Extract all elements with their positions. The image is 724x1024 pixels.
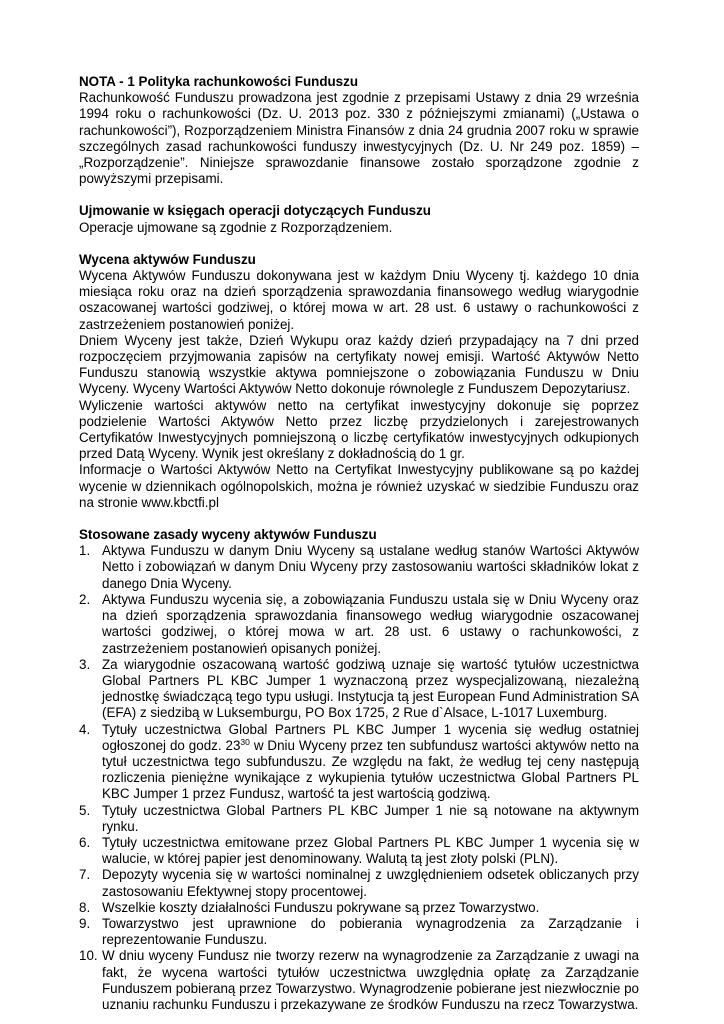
wycena-heading: Wycena aktywów Funduszu: [79, 251, 256, 267]
valuation-rules-list: [79, 543, 639, 1013]
list-item-text: Depozyty wycenia się w wartości nominalnej z uwzględnieniem odsetek obliczanych przy zastosowaniu Efektywnej stopy procentowej.: [102, 867, 639, 899]
list-number: 6.: [79, 834, 91, 850]
list-item-text: Wszelkie koszty działalności Funduszu pokrywane są przez Towarzystwo.: [102, 899, 540, 915]
list-item: [79, 916, 639, 948]
section-gap: [79, 511, 639, 527]
ujmowanie-paragraph: Operacje ujmowane są zgodnie z Rozporządzeniem.: [79, 219, 393, 235]
nota-heading: NOTA - 1 Polityka rachunkowości Funduszu: [79, 74, 359, 89]
list-item: [79, 657, 639, 722]
list-item: [79, 835, 639, 867]
list-item: [79, 803, 639, 835]
list-number: 8.: [79, 899, 91, 915]
list-item: [79, 948, 639, 1013]
time-superscript: 30: [240, 736, 250, 747]
list-item-text: Tytuły uczestnictwa emitowane przez Global Partners PL KBC Jumper 1 wycenia się w walucie, w której papier jest denominowany. Walutą tą jest złoty polski (PLN).: [102, 834, 639, 867]
list-number: 9.: [79, 915, 91, 931]
list-number: 2.: [79, 591, 91, 607]
wycena-paragraph-2: Dniem Wyceny jest także, Dzień Wykupu oraz każdy dzień przypadający na 7 dni przed rozpoczęciem przyjmowania zapisów na certyfikaty nowej emisji. Wartość Aktywów Netto Funduszu stanowią wszystkie aktywa pomniejszone o zobowiązania Funduszu w Dniu Wyceny. Wyceny Wartości Aktywów Netto dokonuje równolegle z Funduszem Depozytariusz.: [79, 332, 639, 397]
wycena-paragraph-4: Informacje o Wartości Aktywów Netto na Certyfikat Inwestycyjny publikowane są po każdej wycenie w dziennikach ogólnopolskich, można je również uzyskać w siedzibie Funduszu oraz na stronie www.kbctfi.pl: [79, 462, 639, 510]
list-number: 5.: [79, 802, 91, 818]
list-item-text-after: w Dniu Wyceny przez ten subfundusz wartości aktywów netto na tytuł uczestnictwa tego subfunduszu. Ze względu na fakt, że według tej ceny następują rozliczenia pieniężne wynikające z wykupienia tytułów uczestnictwa Global Partners PL KBC Jumper 1 przez Fundusz, wartość ta jest wartością godziwą.: [102, 737, 639, 802]
list-item-text: Za wiarygodnie oszacowaną wartość godziwą uznaje się wartość tytułów uczestnictwa Global Partners PL KBC Jumper 1 wyznaczoną przez wyspecjalizowaną, niezależną jednostkę świadczącą tego typu usługi. Instytucja tą jest European Fund Administration SA (EFA) z siedzibą w Luksemburgu, PO Box 1725, 2 Rue d`Alsace, L-1017 Luxemburg.: [102, 656, 639, 721]
list-item-text: Towarzystwo jest uprawnione do pobierania wynagrodzenia za Zarządzanie i reprezentowanie Funduszu.: [102, 915, 639, 948]
section-gap: [79, 236, 639, 252]
list-item: [79, 543, 639, 592]
section-gap: [79, 187, 639, 203]
list-number: 4.: [79, 721, 91, 737]
list-item: [79, 592, 639, 657]
nota-paragraph: Rachunkowość Funduszu prowadzona jest zgodnie z przepisami Ustawy z dnia 29 września 1994 roku o rachunkowości (Dz. U. 2013 poz. 330 z późniejszymi zmianami) („Ustawa o rachunkowości”), Rozporządzeniem Ministra Finansów z dnia 24 grudnia 2007 roku w sprawie szczególnych zasad rachunkowości funduszy inwestycyjnych (Dz. U. Nr 249 poz. 1859) – „Rozporządzenie”. Niniejsze sprawozdanie finansowe zostało sporządzone zgodnie z powyższymi przepisami.: [79, 90, 639, 187]
list-number: 10.: [79, 948, 98, 964]
wycena-paragraph-3: Wyliczenie wartości aktywów netto na certyfikat inwestycyjny dokonuje się poprzez podzielenie Wartości Aktywów Netto przez liczbę przydzielonych i zarejestrowanych Certyfikatów Inwestycyjnych pomniejszoną o liczbę certyfikatów inwestycyjnych odkupionych przed Datą Wyceny. Wynik jest określany z dokładnością do 1 gr.: [79, 397, 639, 462]
list-item-text: Aktywa Funduszu wycenia się, a zobowiązania Funduszu ustala się w Dniu Wyceny oraz na dzień sporządzenia sprawozdania finansowego według wiarygodnie oszacowanej wartości godziwej, o której mowa w art. 28 ust. 6 ustawy o rachunkowości, z zastrzeżeniem postanowień opisanych poniżej.: [102, 591, 639, 656]
list-item: [79, 722, 639, 803]
list-number: 1.: [79, 543, 91, 559]
list-item: [79, 867, 639, 899]
list-item-text: W dniu wyceny Fundusz nie tworzy rezerw na wynagrodzenie za Zarządzanie z uwagi na fakt, że wycena wartości tytułów uczestnictwa uwzględnia opłatę za Zarządzanie Funduszem pobieraną przez Towarzystwo. Wynagrodzenie pobierane jest niezwłocznie po uznaniu rachunku Funduszu i przekazywane ze środków Funduszu na rzecz Towarzystwa.: [102, 948, 639, 1012]
wycena-paragraph-1: Wycena Aktywów Funduszu dokonywana jest w każdym Dniu Wyceny tj. każdego 10 dnia miesiąca roku oraz na dzień sporządzenia sprawozdania finansowego według wiarygodnie oszacowanej wartości godziwej, o której mowa w art. 28 ust. 6 ustawy o rachunkowości z zastrzeżeniem postanowień poniżej.: [79, 268, 639, 332]
document-content: [79, 74, 639, 1013]
zasady-heading: Stosowane zasady wyceny aktywów Funduszu: [79, 527, 377, 543]
list-item: [79, 900, 639, 916]
list-number: 7.: [79, 867, 91, 883]
list-item-text: Tytuły uczestnictwa Global Partners PL KBC Jumper 1 nie są notowane na aktywnym rynku.: [102, 802, 639, 834]
ujmowanie-heading: Ujmowanie w księgach operacji dotyczących Funduszu: [79, 203, 431, 219]
list-item-text-before: Tytuły uczestnictwa Global Partners PL KBC Jumper 1 wycenia się według ostatniej ogłoszonej do godz. 23: [102, 721, 639, 753]
list-item-text: Aktywa Funduszu w danym Dniu Wyceny są ustalane według stanów Wartości Aktywów Netto i zobowiązań w danym Dniu Wyceny przy zastosowaniu wartości składników lokat z danego Dnia Wyceny.: [102, 543, 639, 591]
list-number: 3.: [79, 656, 91, 672]
